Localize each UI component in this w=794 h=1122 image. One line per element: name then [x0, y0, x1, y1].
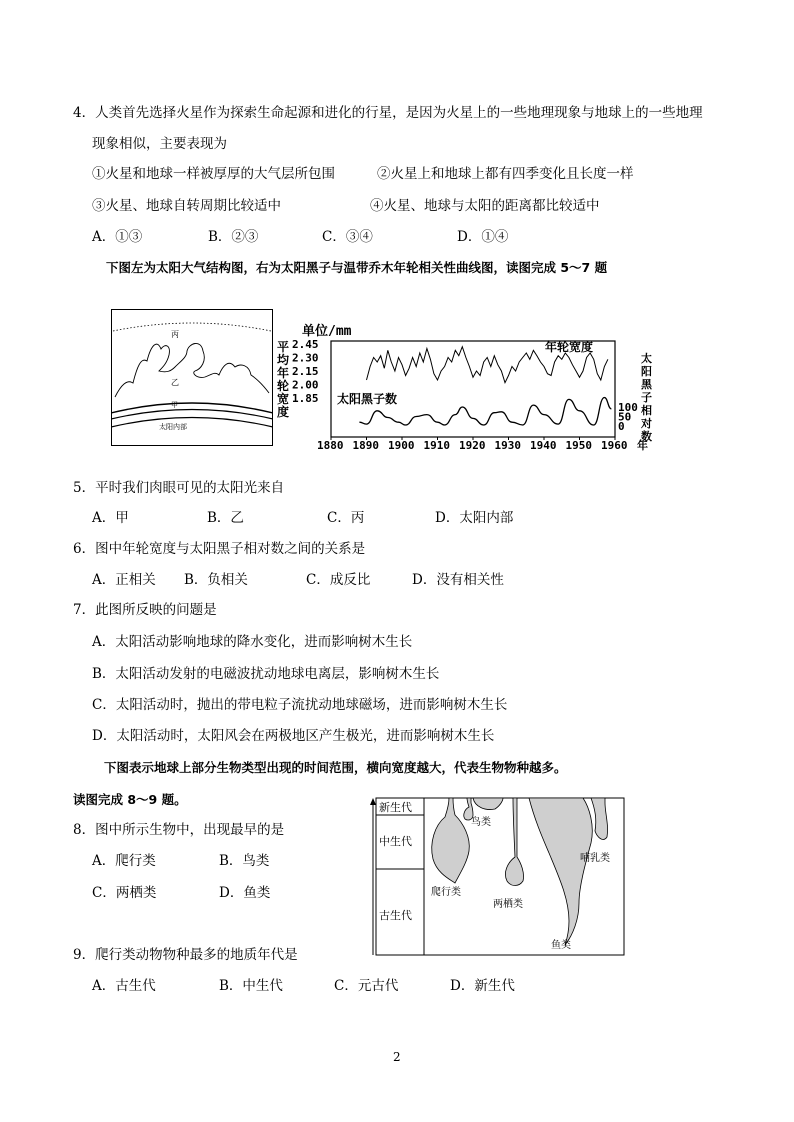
label-amphibian: 两栖类 [493, 899, 523, 910]
left-tick-label: 2.30 [292, 351, 319, 365]
x-tick-label: 1880 [317, 439, 344, 452]
x-tick-label: 1930 [494, 439, 521, 452]
q5-option-c[interactable]: C．丙 [327, 510, 365, 526]
x-tick-label: 1890 [352, 439, 379, 452]
label-mammal: 哺乳类 [580, 853, 610, 864]
q7-option-d[interactable]: D．太阳活动时，太阳风会在两极地区产生极光，进而影响树木生长 [92, 728, 495, 744]
era-cenozoic: 新生代 [379, 801, 412, 814]
q8-option-d[interactable]: D．鱼类 [219, 885, 271, 901]
left-tick-label: 2.45 [292, 338, 319, 351]
mammal-range-shape [591, 798, 608, 839]
right-axis-label-char: 相 [641, 404, 652, 417]
intro-8-9-line1: 下图表示地球上部分生物类型出现的时间范围，横向宽度越大，代表生物物种越多。 [104, 760, 567, 775]
amphibian-range-shape [505, 798, 523, 886]
right-axis-label-char: 对 [641, 417, 652, 430]
x-tick-label: 1940 [530, 439, 557, 452]
q9-option-a[interactable]: A．古生代 [92, 978, 156, 994]
bird-range-top [473, 798, 503, 810]
fish-range-shape [529, 798, 592, 945]
q4-stem-line1: 4．人类首先选择火星作为探索生命起源和进化的行星，是因为火星上的一些地理现象与地球上的一些地理 [73, 105, 703, 121]
left-axis-label-char: 轮 [277, 379, 290, 393]
evolution-time-range-diagram [369, 795, 625, 958]
q7-option-c[interactable]: C．太阳活动时，抛出的带电粒子流扰动地球磁场，进而影响树木生长 [92, 697, 508, 713]
sun-structure-diagram [111, 309, 273, 446]
label-sun-interior: 太阳内部 [159, 423, 187, 431]
left-axis-label [277, 339, 290, 419]
q6-option-b[interactable]: B．负相关 [184, 572, 248, 588]
right-tick-label: 0 [618, 420, 625, 433]
plot-frame [331, 341, 615, 437]
q4-stem-line2: 现象相似，主要表现为 [92, 136, 227, 152]
q4-option-b[interactable]: B．②③ [208, 229, 259, 245]
right-axis-label [640, 351, 653, 443]
label-yi: 乙 [171, 378, 179, 387]
left-axis-label-char: 宽 [277, 392, 290, 406]
q4-item-2: ②火星上和地球上都有四季变化且长度一样 [377, 166, 634, 182]
q6-option-d[interactable]: D．没有相关性 [412, 572, 504, 588]
left-tick-label: 1.85 [292, 392, 319, 405]
q7-option-a[interactable]: A．太阳活动影响地球的降水变化，进而影响树木生长 [92, 634, 413, 650]
chart-unit-label: 单位/mm [302, 324, 352, 339]
label-jia: 甲 [171, 401, 178, 409]
q6-stem: 6．图中年轮宽度与太阳黑子相对数之间的关系是 [73, 541, 366, 557]
q4-item-4: ④火星、地球与太阳的距离都比较适中 [370, 198, 600, 214]
q8-option-b[interactable]: B．鸟类 [219, 853, 270, 869]
left-axis-label-char: 度 [277, 405, 290, 419]
q9-stem: 9．爬行类动物物种最多的地质年代是 [73, 947, 298, 963]
x-tick-label: 1920 [459, 439, 486, 452]
q6-option-a[interactable]: A．正相关 [92, 572, 156, 588]
q4-option-c[interactable]: C．③④ [322, 229, 373, 245]
label-bing: 丙 [171, 330, 179, 339]
q5-option-d[interactable]: D．太阳内部 [435, 510, 514, 526]
right-tick-label: 100 [618, 401, 638, 414]
x-tick-label: 1960 [601, 439, 628, 452]
q7-stem: 7．此图所反映的问题是 [73, 602, 217, 618]
x-unit-label: 年 [637, 439, 648, 452]
q5-option-b[interactable]: B．乙 [207, 510, 244, 526]
left-axis-label-char: 均 [277, 353, 290, 367]
reptile-range-shape [432, 798, 470, 883]
x-tick-label: 1950 [565, 439, 592, 452]
right-axis-label-char: 数 [641, 430, 652, 443]
q5-option-a[interactable]: A．甲 [92, 510, 129, 526]
series-sunspot-label: 太阳黑子数 [337, 392, 398, 406]
q5-stem: 5．平时我们肉眼可见的太阳光来自 [73, 480, 285, 496]
q6-option-c[interactable]: C．成反比 [306, 572, 371, 588]
q4-option-d[interactable]: D．①④ [457, 229, 509, 245]
left-tick-label: 2.00 [292, 378, 319, 392]
q4-option-a[interactable]: A．①③ [92, 229, 143, 245]
q9-option-c[interactable]: C．元古代 [334, 978, 399, 994]
intro-8-9-line2: 读图完成 8～9 题。 [73, 792, 187, 807]
right-tick-label: 50 [618, 410, 632, 424]
label-reptile: 爬行类 [431, 887, 461, 898]
label-fish: 鱼类 [551, 940, 571, 951]
series-sunspot-line [359, 398, 611, 426]
right-axis-label-char: 太 [641, 352, 652, 365]
x-tick-label: 1910 [423, 439, 450, 452]
right-axis-label-char: 黑 [641, 378, 652, 391]
q4-item-3: ③火星、地球自转周期比较适中 [92, 198, 281, 214]
series-ring-width-label: 年轮宽度 [545, 340, 594, 354]
q4-item-1: ①火星和地球一样被厚厚的大气层所包围 [92, 166, 335, 182]
page-number: 2 [393, 1050, 401, 1064]
label-bird: 鸟类 [471, 817, 491, 828]
left-axis-label-char: 平 [277, 340, 290, 354]
q9-option-b[interactable]: B．中生代 [219, 978, 283, 994]
tree-ring-sunspot-chart [275, 320, 655, 452]
right-axis-label-char: 阳 [641, 365, 652, 378]
left-tick-label: 2.15 [292, 365, 319, 378]
era-mesozoic: 中生代 [379, 835, 412, 848]
right-axis-label-char: 子 [641, 391, 652, 404]
era-paleozoic: 古生代 [379, 909, 412, 922]
q9-option-d[interactable]: D．新生代 [450, 978, 515, 994]
q7-option-b[interactable]: B．太阳活动发射的电磁波扰动地球电离层，影响树木生长 [92, 666, 440, 682]
intro-5-7: 下图左为太阳大气结构图，右为太阳黑子与温带乔木年轮相关性曲线图，读图完成 5～7 题 [106, 260, 608, 275]
left-axis-label-char: 年 [277, 366, 290, 380]
x-tick-label: 1900 [388, 439, 415, 452]
q8-stem: 8．图中所示生物中，出现最早的是 [73, 822, 285, 838]
q8-option-c[interactable]: C．两栖类 [92, 885, 157, 901]
q8-option-a[interactable]: A．爬行类 [92, 853, 156, 869]
